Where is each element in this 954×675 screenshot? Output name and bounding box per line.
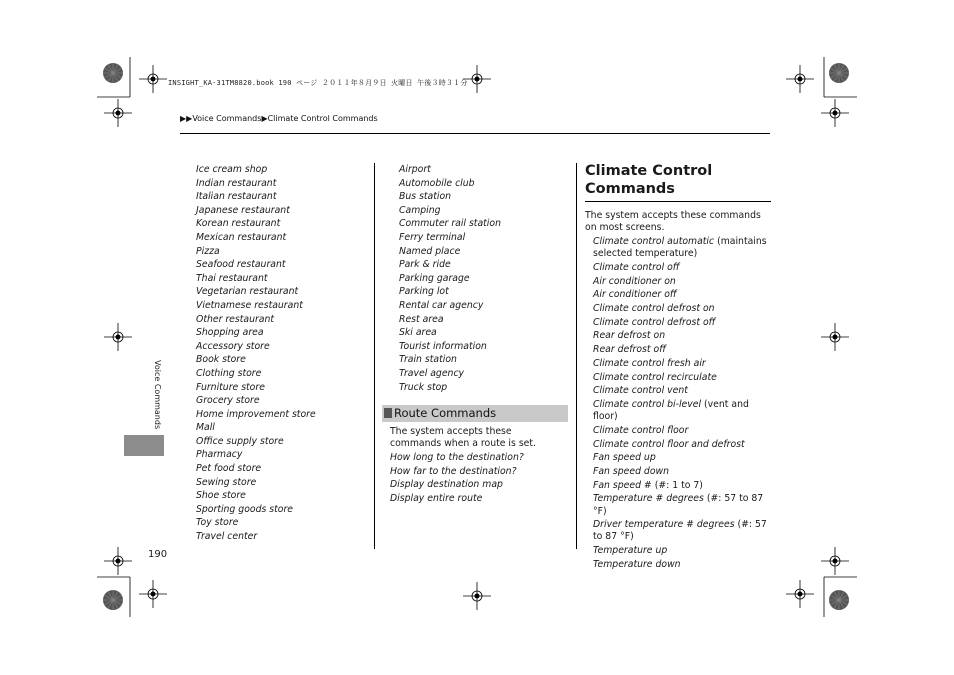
color-target-icon bbox=[829, 63, 849, 83]
place-category-item: Commuter rail station bbox=[399, 218, 501, 230]
side-tab-label: Voice Commands bbox=[153, 360, 162, 430]
crosshair-icon bbox=[104, 323, 132, 351]
climate-command-item bbox=[593, 399, 771, 423]
place-category-item: Seafood restaurant bbox=[196, 259, 286, 271]
crosshair-icon bbox=[821, 547, 849, 575]
breadcrumb-voice-commands[interactable]: Voice Commands bbox=[192, 114, 262, 123]
route-command-item: How long to the destination? bbox=[390, 452, 524, 463]
header-rule bbox=[180, 133, 770, 134]
climate-command-text: Air conditioner off bbox=[593, 289, 677, 301]
climate-command-note: (#: 1 to 7) bbox=[651, 479, 703, 491]
place-category-item: Vietnamese restaurant bbox=[196, 299, 303, 311]
place-category-list-2 bbox=[399, 163, 501, 394]
climate-command-item bbox=[593, 452, 771, 464]
route-commands-intro: The system accepts these commands when a route is set. bbox=[390, 426, 536, 449]
place-category-item: Book store bbox=[196, 354, 246, 366]
climate-command-text: Climate control vent bbox=[593, 385, 688, 397]
climate-command-text: Driver temperature # degrees bbox=[593, 519, 735, 531]
climate-command-item bbox=[593, 330, 771, 342]
place-category-item: Bus station bbox=[399, 191, 452, 203]
route-commands-title: Route Commands bbox=[394, 406, 497, 420]
place-category-item: Mexican restaurant bbox=[196, 231, 287, 243]
climate-command-text: Climate control bi-level bbox=[593, 398, 702, 410]
crosshair-icon bbox=[463, 582, 491, 610]
section-square-icon bbox=[384, 408, 392, 418]
color-target-icon bbox=[829, 590, 849, 610]
climate-command-item bbox=[593, 493, 771, 517]
place-category-item: Travel center bbox=[196, 531, 258, 543]
place-category-item: Japanese restaurant bbox=[196, 204, 290, 216]
climate-command-item bbox=[593, 559, 771, 571]
crosshair-icon bbox=[821, 99, 849, 127]
place-category-item: Korean restaurant bbox=[196, 218, 281, 230]
climate-command-item bbox=[593, 385, 771, 397]
climate-command-text: Climate control defrost off bbox=[593, 316, 716, 328]
place-category-item: Travel agency bbox=[399, 367, 465, 379]
place-category-item: Thai restaurant bbox=[196, 272, 268, 284]
place-category-item: Ferry terminal bbox=[399, 231, 466, 243]
place-category-item: Shoe store bbox=[196, 490, 246, 502]
place-category-item: Ice cream shop bbox=[196, 164, 268, 175]
place-category-item: Named place bbox=[399, 245, 461, 257]
crosshair-icon bbox=[786, 580, 814, 608]
place-category-item: Home improvement store bbox=[196, 408, 316, 420]
place-category-item: Italian restaurant bbox=[196, 191, 277, 203]
print-header-meta: INSIGHT_KA-31TM8820.book 190 ページ ２０１１年８月９日 火曜日 午後３時３１分 bbox=[168, 79, 468, 87]
climate-command-text: Fan speed # bbox=[593, 479, 652, 491]
place-category-item: Shopping area bbox=[196, 327, 264, 339]
crosshair-icon bbox=[786, 65, 814, 93]
climate-command-text: Rear defrost on bbox=[593, 330, 666, 342]
place-category-item: Furniture store bbox=[196, 381, 265, 393]
place-category-item: Clothing store bbox=[196, 367, 262, 379]
place-category-item: Rest area bbox=[399, 313, 444, 325]
climate-commands-title: Climate Control Commands bbox=[585, 163, 713, 197]
climate-command-item bbox=[593, 466, 771, 478]
breadcrumb bbox=[180, 114, 378, 123]
crosshair-icon bbox=[104, 99, 132, 127]
place-category-item: Pizza bbox=[196, 245, 220, 257]
climate-command-item bbox=[593, 262, 771, 274]
climate-command-text: Climate control automatic bbox=[593, 236, 715, 247]
climate-command-item bbox=[593, 372, 771, 384]
climate-command-text: Fan speed up bbox=[593, 452, 656, 464]
climate-command-item bbox=[593, 317, 771, 329]
climate-command-note: (#: 57 to 87 °F) bbox=[593, 493, 764, 517]
breadcrumb-arrows-icon: ▶▶ bbox=[180, 114, 193, 123]
place-category-item: Other restaurant bbox=[196, 313, 275, 325]
climate-command-text: Air conditioner on bbox=[593, 275, 676, 287]
place-category-item: Toy store bbox=[196, 517, 239, 529]
crosshair-icon bbox=[139, 65, 167, 93]
climate-command-text: Climate control recirculate bbox=[593, 371, 717, 383]
climate-command-text: Climate control floor and defrost bbox=[593, 438, 745, 450]
climate-command-item bbox=[593, 425, 771, 437]
climate-command-text: Fan speed down bbox=[593, 465, 670, 477]
place-category-item: Office supply store bbox=[196, 435, 284, 447]
climate-command-item bbox=[593, 519, 771, 543]
place-category-item: Sporting goods store bbox=[196, 503, 293, 515]
place-category-item: Tourist information bbox=[399, 340, 487, 352]
color-target-icon bbox=[103, 63, 123, 83]
place-category-item: Automobile club bbox=[399, 177, 475, 189]
place-category-item: Pharmacy bbox=[196, 449, 243, 461]
climate-command-text: Temperature down bbox=[593, 558, 681, 570]
page-number: 190 bbox=[148, 549, 168, 560]
color-target-icon bbox=[103, 590, 123, 610]
route-commands-list bbox=[390, 451, 524, 505]
route-commands-heading bbox=[382, 405, 568, 422]
place-category-item: Grocery store bbox=[196, 395, 260, 407]
climate-command-item bbox=[593, 358, 771, 370]
place-category-item: Sewing store bbox=[196, 476, 257, 488]
climate-command-text: Climate control floor bbox=[593, 424, 689, 436]
climate-command-item bbox=[593, 545, 771, 557]
climate-command-text: Climate control defrost on bbox=[593, 303, 715, 315]
place-category-item: Indian restaurant bbox=[196, 177, 277, 189]
climate-command-item bbox=[593, 236, 771, 260]
place-category-item: Rental car agency bbox=[399, 299, 484, 311]
climate-command-item bbox=[593, 344, 771, 356]
climate-command-text: Climate control off bbox=[593, 261, 680, 273]
climate-command-text: Temperature up bbox=[593, 545, 668, 557]
climate-command-note: (maintains selected temperature) bbox=[593, 236, 767, 260]
place-category-item: Train station bbox=[399, 354, 457, 366]
place-category-item: Airport bbox=[399, 164, 431, 175]
climate-commands-intro: The system accepts these commands on most screens. bbox=[585, 210, 761, 233]
climate-command-item bbox=[593, 289, 771, 301]
place-category-list-1 bbox=[196, 163, 316, 544]
crosshair-icon bbox=[139, 580, 167, 608]
column-divider-2 bbox=[576, 163, 577, 549]
climate-command-text: Temperature # degrees bbox=[593, 493, 704, 505]
crosshair-icon bbox=[104, 547, 132, 575]
climate-command-note: (vent and floor) bbox=[593, 398, 749, 423]
climate-command-note: (#: 57 to 87 °F) bbox=[593, 519, 767, 543]
climate-command-item bbox=[593, 480, 771, 492]
place-category-item: Pet food store bbox=[196, 463, 262, 475]
climate-title-rule bbox=[585, 201, 771, 202]
climate-command-text: Rear defrost off bbox=[593, 344, 666, 356]
column-divider-1 bbox=[374, 163, 375, 549]
climate-commands-list bbox=[593, 236, 771, 573]
climate-command-item bbox=[593, 303, 771, 315]
place-category-item: Mall bbox=[196, 422, 215, 434]
place-category-item: Vegetarian restaurant bbox=[196, 286, 299, 298]
place-category-item: Ski area bbox=[399, 327, 437, 339]
place-category-item: Camping bbox=[399, 204, 441, 216]
breadcrumb-climate-control: Climate Control Commands bbox=[267, 114, 378, 123]
climate-command-item bbox=[593, 276, 771, 288]
breadcrumb-separator-icon: ▶ bbox=[261, 114, 268, 123]
place-category-item: Truck stop bbox=[399, 381, 448, 393]
side-tab[interactable] bbox=[124, 435, 164, 456]
route-command-item: How far to the destination? bbox=[390, 465, 517, 477]
climate-command-text: Climate control fresh air bbox=[593, 357, 706, 369]
route-command-item: Display destination map bbox=[390, 479, 503, 491]
place-category-item: Park & ride bbox=[399, 259, 451, 271]
climate-command-item bbox=[593, 439, 771, 451]
place-category-item: Accessory store bbox=[196, 340, 270, 352]
place-category-item: Parking lot bbox=[399, 286, 449, 298]
route-command-item: Display entire route bbox=[390, 492, 483, 504]
place-category-item: Parking garage bbox=[399, 272, 470, 284]
crosshair-icon bbox=[821, 323, 849, 351]
